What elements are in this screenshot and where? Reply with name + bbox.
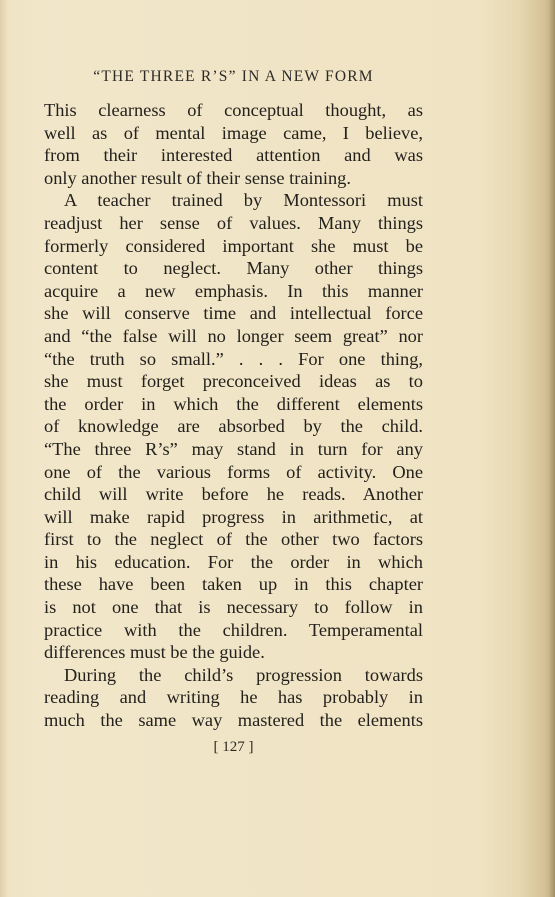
text-line: formerly considered important she must be — [44, 235, 423, 256]
text-line: of knowledge are absorbed by the child. — [44, 416, 423, 437]
text-line: is not one that is necessary to follow in — [44, 597, 423, 618]
text-line: readjust her sense of values. Many things — [44, 212, 423, 233]
text-line: in his education. For the order in which — [44, 551, 423, 572]
text-line: she will conserve time and intellectual force — [44, 303, 423, 324]
text-line: first to the neglect of the other two factors — [44, 529, 423, 550]
text-line: During the child’s progression towards — [64, 664, 423, 685]
text-line: acquire a new emphasis. In this manner — [44, 280, 423, 301]
text-line: from their interested attention and was — [44, 145, 423, 166]
text-line: practice with the children. Temperamental — [44, 619, 423, 640]
text-line: child will write before he reads. Another — [44, 484, 423, 505]
text-line: will make rapid progress in arithmetic, at — [44, 506, 423, 527]
page-edge-shadow — [549, 0, 555, 897]
text-line: content to neglect. Many other things — [44, 258, 423, 279]
text-line: “the truth so small.” . . . For one thing, — [44, 348, 423, 369]
text-line: “The three R’s” may stand in turn for any — [44, 438, 423, 459]
text-line: well as of mental image came, I believe, — [44, 122, 423, 143]
text-line: A teacher trained by Montessori must — [64, 190, 423, 211]
text-line: differences must be the guide. — [44, 642, 265, 663]
text-line: one of the various forms of activity. One — [44, 461, 423, 482]
text-line: she must forget preconceived ideas as to — [44, 371, 423, 392]
body-text — [44, 99, 423, 732]
text-line: and “the false will no longer seem great” nor — [44, 325, 423, 346]
text-line: reading and writing he has probably in — [44, 687, 423, 708]
text-line: the order in which the different elements — [44, 393, 423, 414]
text-line: much the same way mastered the elements — [44, 710, 423, 731]
page-number: [ 127 ] — [213, 739, 254, 755]
running-head: “THE THREE R’S” IN A NEW FORM — [93, 68, 374, 85]
text-line: This clearness of conceptual thought, as — [44, 100, 423, 120]
text-line: only another result of their sense training. — [44, 167, 351, 188]
text-line: these have been taken up in this chapter — [44, 574, 423, 595]
